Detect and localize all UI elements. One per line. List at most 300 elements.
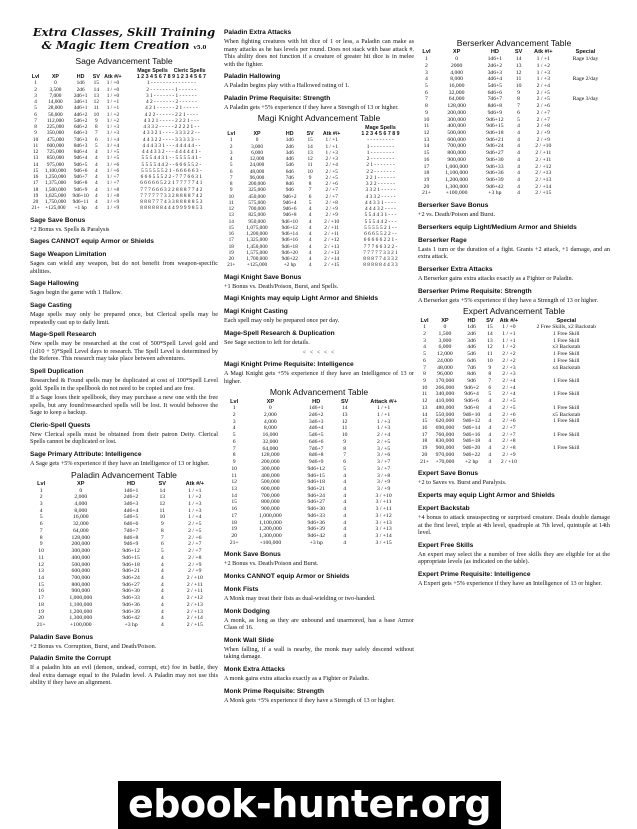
monk-cell: 8 (343, 445, 347, 452)
berserker-cell: 500,000 (447, 129, 466, 136)
sage-cell: 8 8 8 7 7 7 4 3 3 8 8 8 8 8 5 3 (140, 199, 203, 206)
paladin-cell: 2 / +11 (186, 588, 203, 595)
expert-row (418, 425, 610, 432)
expert-cell: x5 Backstab (552, 411, 581, 418)
paladin-cell: 7d6+7 (123, 527, 139, 534)
sage-cell: 12 (93, 99, 99, 106)
expert-cell: 1 / +1 (502, 330, 516, 337)
magi-cell: 1,325,000 (246, 237, 268, 244)
sage-cell: 4 (95, 180, 98, 187)
monk-cell: 1 / +3 (376, 425, 391, 432)
magi-cell: 5d6 (285, 162, 294, 169)
paladin-row (30, 588, 218, 595)
magi-cell: 1d6 (285, 137, 294, 144)
expert-row (418, 391, 610, 398)
expert-cell: 19 (421, 445, 428, 452)
paladin-cell: 4 (160, 581, 164, 588)
paladin-cell: 1 / +3 (188, 501, 202, 508)
expert-cell: 620,000 (435, 418, 455, 425)
monk-cell: 3 / +7 (376, 465, 391, 472)
magi-cell: 19 (228, 249, 234, 256)
magi-header-cell: XP (253, 131, 261, 138)
berserker-cell: 10 (515, 82, 522, 89)
magi-cell: 9d6+2 (282, 193, 297, 200)
monk-header-cell: HD (312, 398, 321, 405)
berserker-cell: 4 (517, 143, 520, 150)
watermark: ebook-hunter.org (118, 781, 501, 829)
expert-cell: 2 (423, 330, 426, 337)
paladin-row (30, 602, 218, 609)
section-heading: Mage-Spell Research & Duplication (224, 329, 335, 337)
magi-cell: 4 (308, 231, 312, 238)
monk-cell: 8,000 (263, 425, 277, 432)
expert-cell: 4 (488, 425, 492, 431)
expert-cell: 16 (421, 425, 428, 431)
paladin-cell: 2 / +5 (188, 521, 202, 528)
berserker-table-title: Berserker Advancement Table (456, 38, 572, 48)
expert-cell: 9d6+8 (464, 404, 479, 411)
berserker-cell: 11 (515, 76, 522, 83)
magi-cell: 24,000 (249, 162, 265, 169)
berserker-cell: 16 (423, 156, 430, 163)
berserker-cell (561, 63, 610, 70)
expert-cell: 6,000 (438, 344, 452, 351)
sage-cell: 4 (95, 199, 98, 206)
sage-cell: 4 4 4 3 3 1 - - - 4 4 4 4 4 - - (142, 142, 201, 149)
paladin-cell: 9d6+42 (122, 615, 140, 622)
sage-cell: 6 6 6 5 5 5 2 2 - 7 7 7 6 6 3 1 (140, 174, 203, 181)
magi-cell: 12 (307, 156, 313, 163)
expert-cell: 2 / +4 (502, 391, 516, 398)
section-heading: Magi Knights may equip Light Armor and Shields (224, 295, 378, 303)
magi-cell: 2 / +5 (325, 168, 338, 175)
monk-cell: 10 (341, 432, 348, 439)
monk-row (224, 473, 414, 480)
paladin-row (30, 568, 218, 575)
expert-cell: 9d6+18 (462, 438, 481, 445)
monk-row (224, 479, 414, 486)
expert-cell: 1 Free Skill (552, 418, 580, 425)
section-text: A monk, as long as they are unbound and unarmored, has a base Armor Class of 16. (224, 616, 414, 632)
section-text: +2 to Saves vs. Burst and Paralysis. (418, 479, 507, 487)
sage-cell: 1 / +5 (106, 149, 120, 156)
sage-cell: 10 (93, 111, 99, 118)
magi-cell: 3d6 (285, 149, 294, 156)
magi-cell: 6 (308, 193, 312, 200)
expert-row (418, 344, 610, 351)
sage-cell: 8 (95, 124, 98, 131)
section-text: New Clerical spells must be obtained from their patron Deity. Clerical Spells cannot be duplicated or lost. (30, 430, 218, 446)
berserker-cell: 8,000 (450, 76, 463, 83)
berserker-row (418, 164, 610, 171)
expert-cell: 550,000 (435, 411, 455, 418)
berserker-cell: 10 (423, 116, 430, 123)
berserker-cell: 12 (515, 69, 522, 76)
berserker-cell: 9d6+36 (486, 170, 504, 177)
paladin-cell: 2 / +10 (186, 574, 203, 581)
expert-cell (522, 459, 610, 466)
berserker-sections (418, 202, 610, 304)
expert-cell: 17 (421, 431, 428, 438)
berserker-cell: 14 (515, 56, 522, 63)
expert-cell: 4 (488, 431, 492, 438)
magi-cell: 7 7 7 7 7 3 3 2 1 (363, 249, 398, 256)
monk-row (224, 432, 414, 439)
sage-cell: 19 (32, 192, 39, 199)
expert-cell: 21+ (420, 458, 429, 465)
expert-cell: 13 (421, 404, 428, 411)
berserker-row (418, 96, 610, 103)
paladin-cell: 2 (39, 494, 43, 501)
paladin-cell: 2 / +12 (186, 595, 203, 602)
section-heading: Monk Prime Requisite: Strength (224, 687, 325, 695)
sage-cell: 4 (95, 192, 98, 199)
monk-cell: 6 (343, 459, 347, 466)
expert-cell: 2 / +8 (502, 445, 516, 452)
berserker-cell: 4 (517, 156, 520, 163)
monk-cell: 3 / +14 (375, 532, 392, 539)
section-text: A Sage gets +5% experience if they have an Intelligence of 13 or higher. (30, 459, 210, 467)
monk-header-cell: SV (340, 398, 349, 405)
monk-row (224, 493, 414, 500)
paladin-cell: 8d6+8 (123, 534, 139, 541)
berserker-cell: Rage 2/day (572, 76, 599, 83)
sage-cell: 5d6+2 (73, 117, 88, 124)
magi-cell: +125,000 (246, 262, 268, 269)
paladin-cell: 1 (39, 487, 43, 494)
berserker-cell: 2 (425, 62, 428, 69)
sage-cell: 8d6+4 (73, 149, 88, 156)
expert-cell: +2 hp (464, 458, 479, 465)
magi-cell: 4 4 4 3 2 - - - - (365, 206, 396, 213)
expert-cell: 20 (421, 451, 428, 458)
section-heading: Magi Knight Save Bonus (224, 273, 302, 281)
magi-cell: 9d6+20 (281, 249, 298, 256)
berserker-cell: 1 (425, 56, 428, 63)
magi-cell: 2 / +7 (325, 187, 338, 194)
monk-cell: 300,000 (261, 465, 280, 472)
monk-cell: 64,000 (262, 445, 279, 452)
sage-cell: 6 (95, 136, 98, 143)
paladin-cell: 200,000 (71, 541, 91, 548)
monk-cell: 9d6+39 (307, 526, 325, 533)
paladin-table-title: Paladin Advancement Table (71, 469, 177, 480)
expert-row (418, 351, 610, 358)
expert-cell: 1 / +2 (502, 344, 516, 351)
berserker-cell: 4 (425, 76, 428, 83)
section-text: Sages begin the game with 1 Hallow. (30, 289, 122, 297)
berserker-cell: 6 (517, 109, 520, 116)
sage-cell: 9d6+6 (73, 167, 88, 174)
monk-cell: 3 / +7 (376, 459, 391, 466)
berserker-cell: 400,000 (447, 123, 466, 130)
section-heading: Expert Prime Requisite: Intelligence (418, 570, 531, 578)
magi-header-cell: Lvl (227, 131, 236, 138)
paladin-cell: 19 (38, 608, 44, 615)
sage-cell: 1 / +1 (106, 99, 120, 106)
magi-cell: 2 / +8 (325, 199, 338, 206)
expert-cell: 5 (488, 391, 492, 398)
monk-cell: 4 (343, 512, 347, 519)
section-heading: Magi Knight Casting (224, 308, 288, 316)
section-heading: Cleric-Spell Quests (30, 421, 91, 429)
berserker-row (418, 63, 610, 70)
paladin-row (30, 582, 218, 589)
paladin-cell: 7 (160, 534, 164, 541)
berserker-cell: 9d6+12 (486, 116, 504, 123)
monk-cell: 8d6+8 (308, 452, 324, 459)
paladin-cell: 1 / +4 (188, 514, 202, 521)
monk-cell: 3 / +5 (376, 445, 391, 452)
expert-cell: 4 (488, 451, 492, 458)
monk-cell: 5 (232, 432, 236, 439)
berserker-cell: 600,000 (447, 136, 466, 143)
monk-cell: 4 (232, 425, 236, 432)
magi-cell: 4d6 (285, 156, 294, 163)
paladin-header-cell: Atk #/+ (185, 481, 205, 487)
expert-row (418, 412, 610, 419)
berserker-row (418, 123, 610, 130)
section-text: See Sage section to left for details. (224, 338, 310, 346)
expert-row (418, 459, 610, 466)
monk-cell: 19 (231, 526, 238, 533)
section-heading: Berserker Save Bonus (418, 202, 489, 210)
sage-cell: 4 (95, 186, 98, 193)
berserker-row (418, 177, 610, 184)
berserker-cell: 2 / +7 (536, 116, 550, 123)
sage-header-cell: HD (76, 74, 85, 81)
expert-cell: 9 (488, 364, 492, 371)
expert-header-cell: XP (441, 317, 449, 324)
expert-cell: 4 (488, 445, 492, 452)
monk-cell: 11 (231, 472, 237, 479)
paladin-cell: 4 (160, 568, 164, 575)
expert-cell: 11 (421, 391, 428, 398)
magi-cell: 9d6+14 (281, 231, 298, 238)
berserker-cell: 4,000 (450, 69, 463, 76)
magi-cell: 4 (308, 218, 312, 225)
berserker-cell: 800,000 (447, 150, 466, 157)
sage-cell: 10 (32, 136, 39, 143)
monk-cell: 0 (268, 405, 272, 412)
magi-header-cell: Atk #/+ (322, 131, 341, 138)
berserker-cell: 32,000 (448, 89, 465, 96)
section-heading: Monk Fists (224, 586, 259, 594)
monk-cell: 20 (231, 532, 238, 539)
sage-cell: 5 5 5 5 5 5 2 1 - 6 6 6 6 6 3 - (141, 167, 202, 174)
sage-cell: 28,000 (48, 105, 63, 112)
paladin-advancement-table (30, 481, 218, 629)
magi-cell: 2 (229, 143, 233, 150)
monk-cell: 7d6+7 (308, 445, 324, 452)
berserker-cell: 2 / +10 (535, 143, 552, 150)
monk-cell: 9 (232, 459, 236, 466)
expert-cell: 9d6+6 (464, 398, 479, 405)
section-text: Mage spells may only be prepared once, but Clerical spells may be repeatedly cast up to daily limit. (30, 311, 218, 326)
paladin-cell: 8 (39, 534, 43, 541)
monk-cell: 3 / +8 (376, 472, 391, 479)
paladin-cell: 2 / +13 (186, 608, 203, 615)
berserker-cell: 128,000 (447, 103, 466, 110)
paladin-cell: 11 (159, 507, 166, 514)
monk-cell: +100,000 (259, 539, 282, 546)
paladin-cell: 1,300,000 (69, 615, 93, 622)
paladin-row (30, 562, 218, 569)
paladin-cell: 9d6+33 (122, 595, 140, 602)
paladin-row (30, 535, 218, 542)
expert-cell: 1 Free Skill (552, 404, 580, 411)
magi-cell: 4 (308, 224, 312, 231)
monk-cell: 14 (341, 405, 348, 412)
paladin-cell: 1,200,000 (69, 608, 93, 615)
expert-cell: 2 / +4 (502, 377, 516, 384)
expert-cell: 9d6+22 (462, 451, 481, 458)
expert-cell: 4 (488, 458, 492, 465)
monk-cell: 6 (232, 438, 236, 445)
expert-table-title: Expert Advancement Table (462, 306, 566, 317)
paladin-cell: 9d6+36 (122, 601, 140, 608)
sage-cell: 1 / +0 (106, 86, 120, 93)
berserker-cell: 9d6+27 (486, 150, 504, 157)
expert-cell: 9d6+10 (462, 411, 481, 418)
sage-cell: 350,000 (46, 130, 65, 137)
expert-cell: 1,500 (438, 330, 452, 337)
berserker-header-cell: XP (452, 49, 461, 56)
berserker-cell (561, 70, 610, 77)
sage-table-body (30, 80, 218, 211)
monk-row (224, 506, 414, 513)
berserker-cell: 4 (517, 129, 520, 136)
sage-cell: 4 3 3 2 - - - - - 2 2 2 2 1 - - (143, 124, 200, 131)
monk-sections (224, 551, 414, 704)
section-text: A Paladin gets +5% experience if they have a Strength of 13 or higher. (224, 103, 399, 111)
expert-cell: 7d6 (467, 364, 476, 371)
magi-cell: 2 / +11 (324, 231, 340, 238)
berserker-row (418, 184, 610, 191)
monk-cell: 16 (231, 506, 238, 513)
magi-cell: 2 / +5 (325, 174, 338, 181)
monk-cell: 5 (343, 465, 347, 472)
sage-cell: 5 5 5 5 4 4 2 - - 6 6 6 5 5 2 - (141, 161, 202, 168)
expert-cell: 1 Free Skill (552, 431, 580, 438)
monk-cell: 13 (231, 485, 238, 492)
monk-cell: 4 (343, 526, 347, 533)
magi-cell: 14 (228, 218, 234, 225)
magi-cell: 4 (229, 156, 233, 163)
sage-cell: 1,100,000 (44, 167, 67, 174)
monk-cell: 9d6+33 (307, 512, 325, 519)
magi-cell: 6 (229, 168, 233, 175)
magi-cell: 4 (308, 206, 312, 213)
section-text: When falling, if a wall is nearby, the monk may safely descend without taking damage. (224, 645, 414, 661)
column-right (418, 0, 610, 589)
sage-cell: 11 (33, 142, 39, 149)
monk-cell: 21+ (229, 539, 239, 546)
expert-cell: 2 / +2 (502, 357, 516, 364)
berserker-cell (561, 110, 610, 117)
expert-cell: 8 (488, 371, 492, 378)
expert-cell: 9 (423, 377, 426, 384)
berserker-cell: +3 hp (488, 190, 502, 197)
berserker-cell: 5 (425, 82, 428, 89)
magi-cell: 8 (229, 181, 233, 188)
berserker-cell (561, 150, 610, 157)
paladin-cell: 9d6+12 (122, 548, 140, 555)
monk-cell: 3 / +11 (375, 506, 392, 513)
section-text: If a Sage loses their spellbook, they may purchase a new one with the free spells, but any found/researched spells will be lost. It would behoove the Sage to keep a backup. (30, 394, 218, 417)
berserker-cell: 6 (425, 89, 428, 96)
magi-cell: 12,000 (249, 156, 265, 163)
expert-cell: 11 (487, 351, 493, 358)
section-text: A monk gains extra attacks exactly as a Fighter or Paladin. (224, 674, 370, 682)
sage-cell: 3,500 (49, 86, 62, 93)
sage-cell: 975,000 (46, 161, 65, 168)
berserker-cell: Rage 3/day (572, 96, 599, 103)
sage-cell: 18 (32, 186, 39, 193)
monk-cell: 4 (343, 499, 347, 506)
paladin-cell: 21+ (36, 621, 46, 628)
magi-cell: 18 (228, 243, 234, 250)
magi-cell: 2 / +10 (324, 218, 340, 225)
sage-cell: 6d6+3 (73, 130, 88, 137)
magi-cell: 325,000 (248, 187, 266, 194)
monk-cell: 9d6+15 (307, 472, 325, 479)
column-left (30, 0, 218, 689)
sage-cell: 5 (95, 142, 98, 149)
page-title: Extra Classes, Skill Training & Magic Item Creation v5.0 (32, 25, 216, 53)
expert-cell: 8d6 (467, 371, 476, 378)
sage-cell: 4 3 2 1 - - - - - 2 2 2 1 - - - (143, 117, 199, 124)
monk-cell: 3 / +6 (376, 452, 391, 459)
expert-cell: 14 (421, 411, 428, 418)
monk-cell: 9d6+36 (307, 519, 325, 526)
magi-cell: 1 / +1 (325, 143, 338, 150)
sage-spell-levels: 1 2 3 4 5 6 7 8 9 1 2 3 4 5 6 7 (136, 74, 206, 81)
paladin-row (30, 521, 218, 528)
paladin-row (30, 494, 218, 501)
sage-cell: +125,000 (45, 205, 66, 212)
berserker-cell: 2 / +4 (536, 82, 550, 89)
sage-cell: 11 (93, 105, 99, 112)
sage-cell: 2d6 (76, 86, 85, 93)
paladin-cell: 800,000 (71, 581, 91, 588)
berserker-row (418, 143, 610, 150)
magi-cell: 5 5 5 5 5 2 1 - - (364, 224, 397, 231)
paladin-cell: 4 (160, 601, 164, 608)
paladin-cell: +100,000 (69, 621, 92, 628)
paladin-cell: 4 (160, 554, 164, 561)
paladin-cell: 4 (160, 574, 164, 581)
expert-row (418, 398, 610, 405)
sage-cell: 4 (95, 174, 98, 181)
sage-cell: 1 / +1 (106, 105, 120, 112)
berserker-cell: 2 / +9 (536, 129, 550, 136)
expert-cell: 9d6+14 (462, 425, 481, 431)
section-divider: < < < < < (302, 348, 336, 356)
berserker-cell: +100,000 (445, 190, 468, 197)
berserker-row (418, 90, 610, 97)
sage-cell: 5 5 5 4 4 3 1 - - 5 5 5 5 4 1 - (141, 155, 202, 162)
berserker-cell: 9d6+9 (487, 109, 503, 116)
expert-row (418, 324, 610, 331)
section-heading: Berserker Rage (418, 236, 467, 244)
section-heading: Paladin Extra Attacks (224, 29, 292, 36)
sage-cell: 9d6+11 (72, 199, 89, 206)
berserker-cell: 1,200,000 (445, 177, 468, 184)
paladin-cell: 1d6+1 (123, 487, 139, 494)
sage-cell: 13 (32, 155, 39, 162)
sage-cell: 1 / +7 (106, 174, 120, 181)
